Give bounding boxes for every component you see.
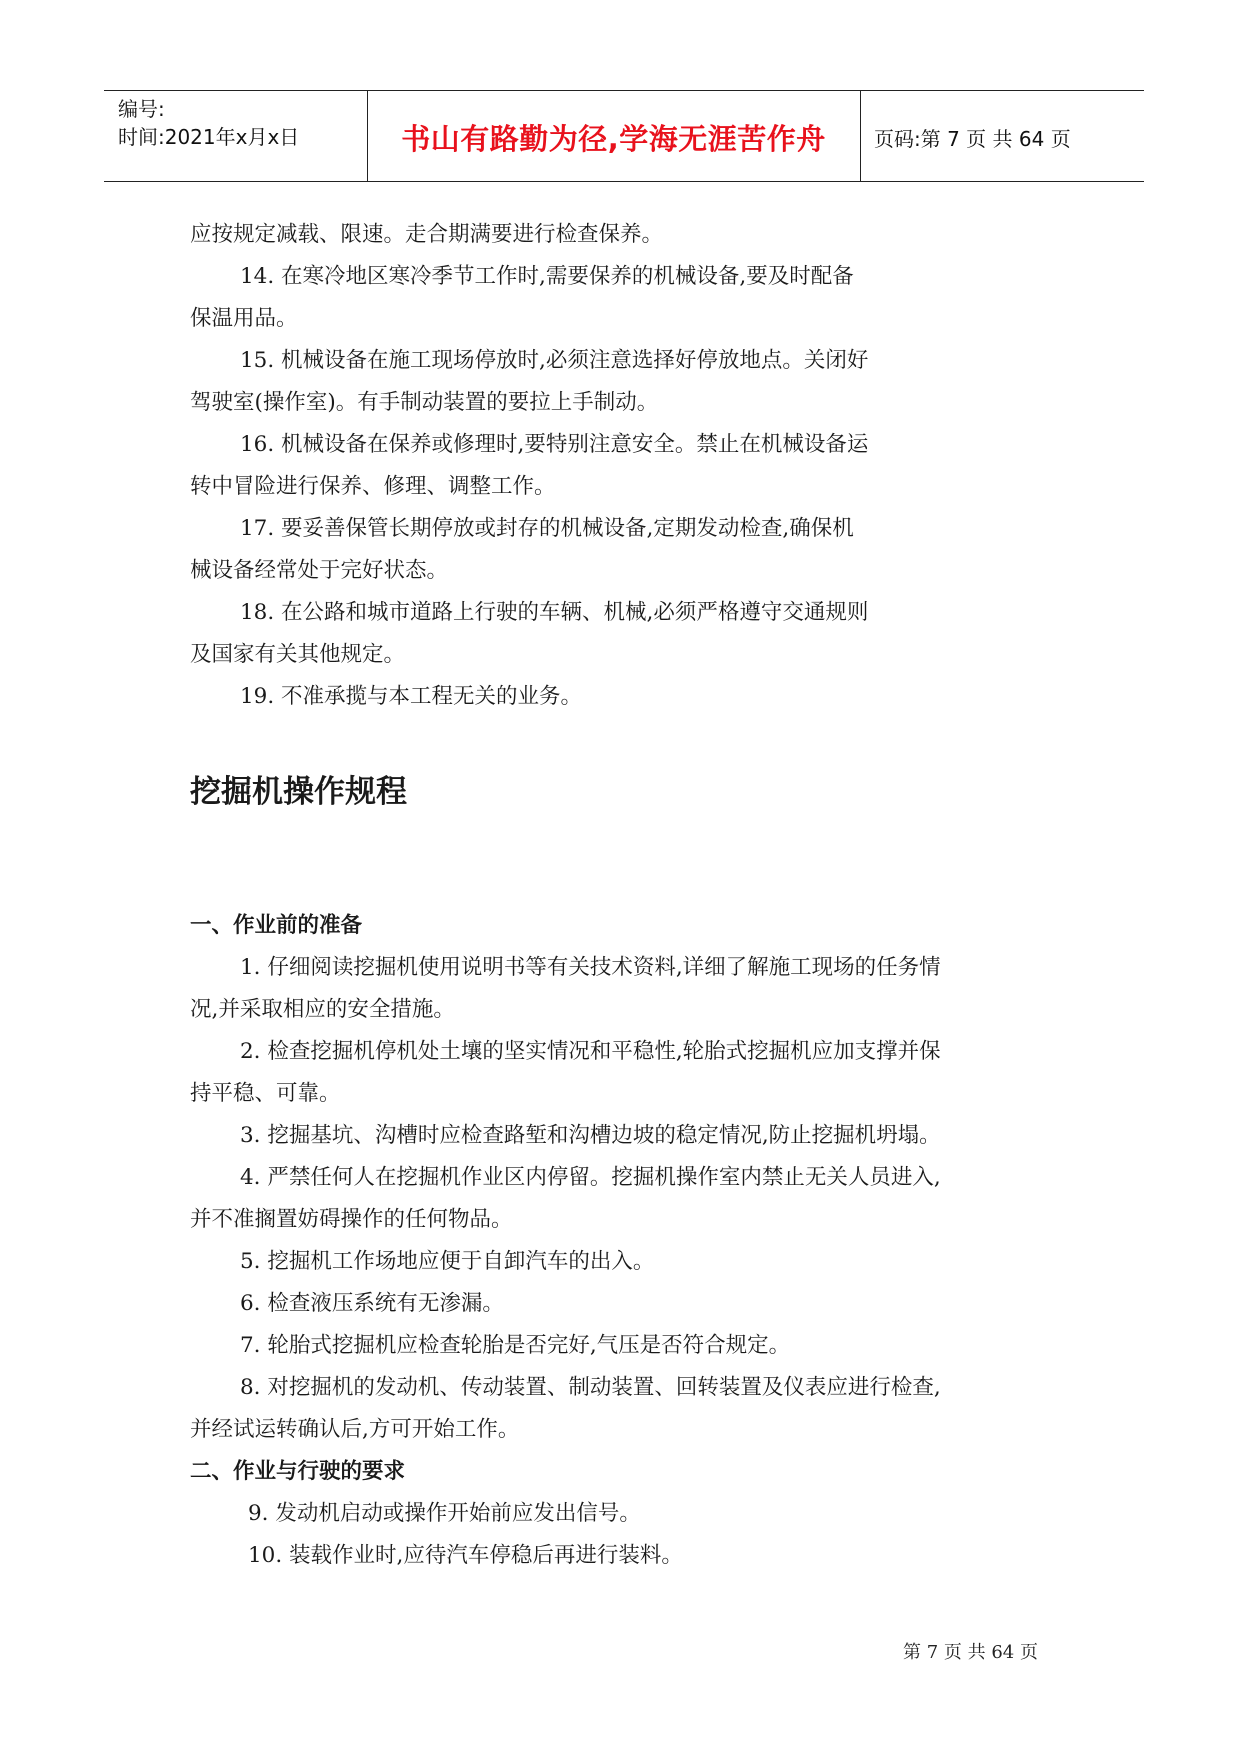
section2-line: 9. 发动机启动或操作开始前应发出信号。 (248, 1501, 641, 1526)
paragraph-line: 转中冒险进行保养、修理、调整工作。 (190, 474, 556, 499)
paragraph-line: 19. 不准承揽与本工程无关的业务。 (240, 684, 583, 709)
header-divider-right (860, 91, 861, 181)
paragraph-line: 保温用品。 (190, 306, 298, 331)
header-meta (118, 95, 299, 151)
section1-line: 3. 挖掘基坑、沟槽时应检查路堑和沟槽边坡的稳定情况,防止挖掘机坍塌。 (240, 1123, 941, 1148)
section1-line: 7. 轮胎式挖掘机应检查轮胎是否完好,气压是否符合规定。 (240, 1333, 791, 1358)
header-time-label: 时间:2021年x月x日 (118, 125, 300, 149)
section-heading-1: 一、作业前的准备 (190, 913, 363, 938)
header-number-label: 编号: (118, 97, 165, 121)
body-text-sections (190, 905, 1090, 1577)
page-header (104, 90, 1144, 182)
paragraph-line: 16. 机械设备在保养或修理时,要特别注意安全。禁止在机械设备运 (240, 432, 869, 457)
paragraph-line: 18. 在公路和城市道路上行驶的车辆、机械,必须严格遵守交通规则 (240, 600, 869, 625)
section1-line: 并经试运转确认后,方可开始工作。 (190, 1417, 520, 1442)
page-footer: 第 7 页 共 64 页 (903, 1642, 1038, 1663)
paragraph-line: 械设备经常处于完好状态。 (190, 558, 449, 583)
document-title: 挖掘机操作规程 (190, 774, 407, 810)
paragraph-line: 驾驶室(操作室)。有手制动装置的要拉上手制动。 (190, 390, 659, 415)
paragraph-line: 及国家有关其他规定。 (190, 642, 406, 667)
section-heading-2: 二、作业与行驶的要求 (190, 1459, 406, 1484)
paragraph-line: 15. 机械设备在施工现场停放时,必须注意选择好停放地点。关闭好 (240, 348, 869, 373)
body-text-top (190, 214, 1070, 718)
section1-line: 况,并采取相应的安全措施。 (190, 997, 455, 1022)
section1-line: 5. 挖掘机工作场地应便于自卸汽车的出入。 (240, 1249, 655, 1274)
section1-line: 6. 检查液压系统有无渗漏。 (240, 1291, 504, 1316)
section1-line: 8. 对挖掘机的发动机、传动装置、制动装置、回转装置及仪表应进行检查, (240, 1375, 941, 1400)
section2-line: 10. 装载作业时,应待汽车停稳后再进行装料。 (248, 1543, 683, 1568)
header-motto: 书山有路勤为径,学海无涯苦作舟 (401, 121, 826, 156)
paragraph-line: 17. 要妥善保管长期停放或封存的机械设备,定期发动检查,确保机 (240, 516, 854, 541)
section1-line: 并不准搁置妨碍操作的任何物品。 (190, 1207, 513, 1232)
section1-line: 1. 仔细阅读挖掘机使用说明书等有关技术资料,详细了解施工现场的任务情 (240, 955, 941, 980)
section1-line: 持平稳、可靠。 (190, 1081, 341, 1106)
section1-line: 2. 检查挖掘机停机处土壤的坚实情况和平稳性,轮胎式挖掘机应加支撑并保 (240, 1039, 941, 1064)
paragraph-line: 应按规定减载、限速。走合期满要进行检查保养。 (190, 222, 664, 247)
header-page-label: 页码:第 7 页 共 64 页 (874, 126, 1071, 151)
paragraph-line: 14. 在寒冷地区寒冷季节工作时,需要保养的机械设备,要及时配备 (240, 264, 854, 289)
section1-line: 4. 严禁任何人在挖掘机作业区内停留。挖掘机操作室内禁止无关人员进入, (240, 1165, 941, 1190)
